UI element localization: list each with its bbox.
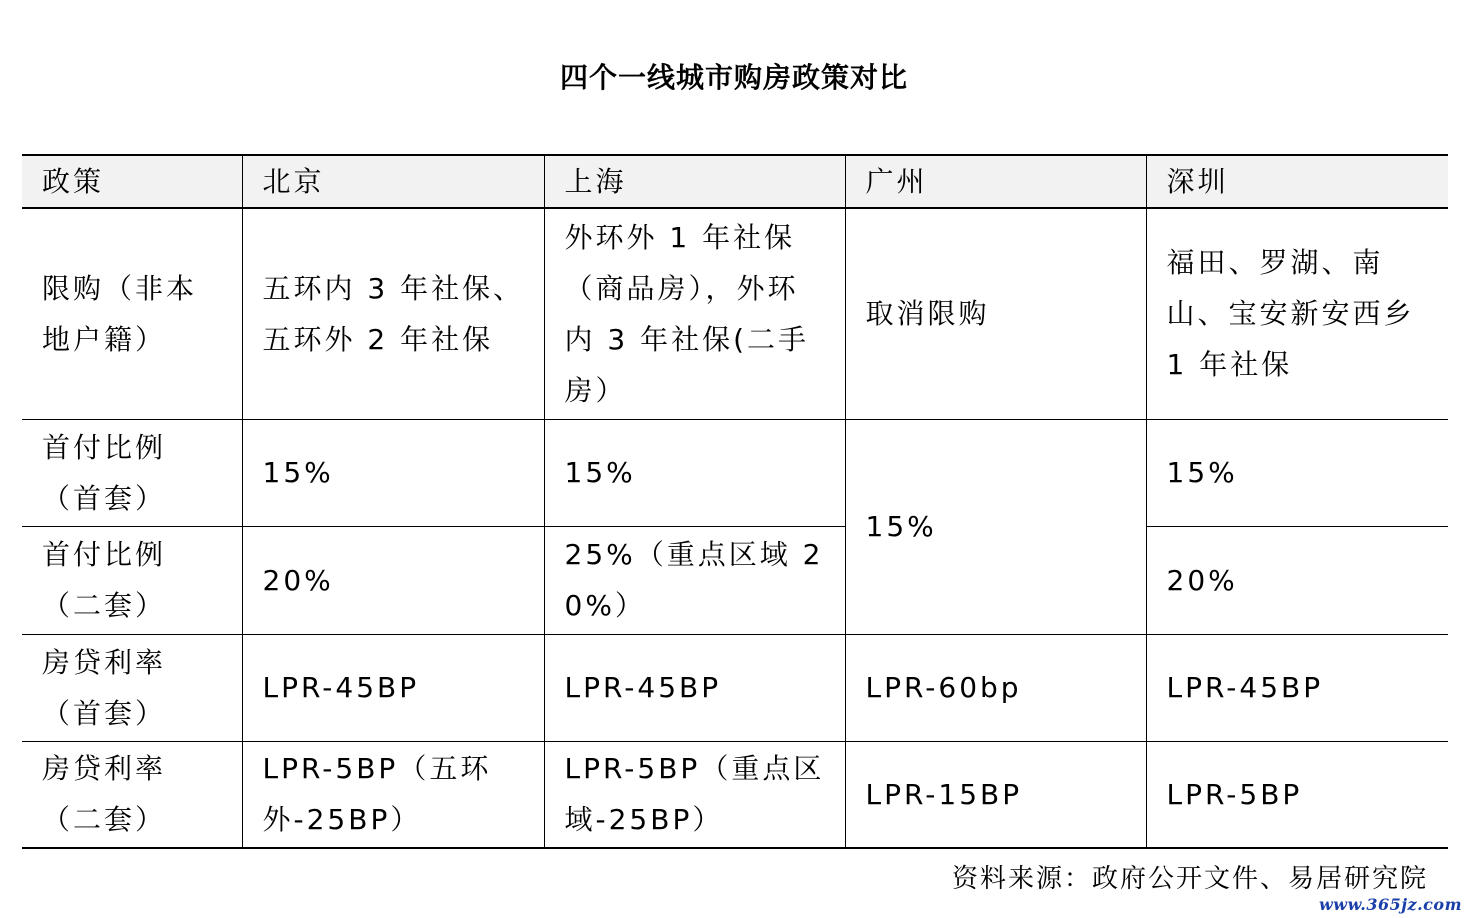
row-label: 首付比例（二套） <box>22 526 242 634</box>
cell-guangzhou: LPR-60bp <box>845 634 1146 741</box>
row-label: 限购（非本地户籍） <box>22 208 242 419</box>
row-label: 房贷利率（二套） <box>22 741 242 848</box>
table-row <box>22 634 1448 741</box>
cell-shanghai: 25%（重点区域 20%） <box>544 526 845 634</box>
table-row <box>22 741 1448 848</box>
cell-guangzhou: 取消限购 <box>845 208 1146 419</box>
table-row <box>22 526 1448 634</box>
cell-guangzhou: LPR-15BP <box>845 741 1146 848</box>
cell-shanghai: 15% <box>544 419 845 526</box>
row-label: 房贷利率（首套） <box>22 634 242 741</box>
source-note: 资料来源：政府公开文件、易居研究院 <box>951 864 1428 894</box>
cell-shanghai: 外环外 1 年社保（商品房），外环内 3 年社保(二手房） <box>544 208 845 419</box>
cell-beijing: 五环内 3 年社保、五环外 2 年社保 <box>242 208 544 419</box>
header-guangzhou: 广州 <box>845 155 1146 208</box>
table-row <box>22 208 1448 419</box>
cell-shanghai: LPR-5BP（重点区域-25BP） <box>544 741 845 848</box>
header-policy: 政策 <box>22 155 242 208</box>
cell-shanghai: LPR-45BP <box>544 634 845 741</box>
cell-beijing: 20% <box>242 526 544 634</box>
cell-beijing: 15% <box>242 419 544 526</box>
page-title: 四个一线城市购房政策对比 <box>559 61 908 94</box>
table-row <box>22 419 1448 526</box>
cell-beijing: LPR-5BP（五环外-25BP） <box>242 741 544 848</box>
watermark: www.365jz.com <box>1319 895 1462 914</box>
cell-shenzhen: 15% <box>1146 419 1448 526</box>
cell-shenzhen: LPR-5BP <box>1146 741 1448 848</box>
cell-guangzhou-merged: 15% <box>845 419 1146 634</box>
policy-comparison-table <box>22 154 1448 849</box>
header-beijing: 北京 <box>242 155 544 208</box>
cell-beijing: LPR-45BP <box>242 634 544 741</box>
header-shanghai: 上海 <box>544 155 845 208</box>
table-header-row <box>22 155 1448 208</box>
cell-shenzhen: 20% <box>1146 526 1448 634</box>
header-shenzhen: 深圳 <box>1146 155 1448 208</box>
cell-shenzhen: LPR-45BP <box>1146 634 1448 741</box>
cell-shenzhen: 福田、罗湖、南山、宝安新安西乡 1 年社保 <box>1146 208 1448 419</box>
row-label: 首付比例（首套） <box>22 419 242 526</box>
